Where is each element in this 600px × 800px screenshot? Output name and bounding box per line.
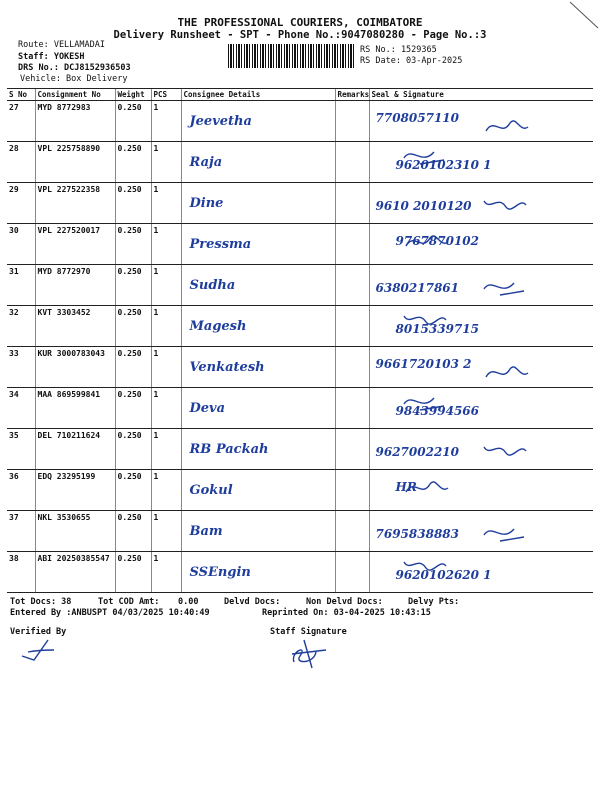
row-seal-signature-cell (369, 101, 593, 142)
rs-date: RS Date: 03-Apr-2025 (360, 56, 463, 66)
handwritten-seal-number: 9767870102 (395, 234, 479, 248)
table-row (7, 265, 593, 306)
table-row (7, 142, 593, 183)
handwritten-seal-number: 8015339715 (395, 322, 479, 336)
row-pcs: 1 (151, 101, 181, 142)
handwritten-seal-number: 9610 2010120 (375, 199, 472, 213)
signature-scribble (400, 142, 454, 172)
row-sno: 32 (7, 306, 35, 347)
row-pcs: 1 (151, 429, 181, 470)
row-weight: 0.250 (115, 470, 151, 511)
row-sno: 29 (7, 183, 35, 224)
row-pcs: 1 (151, 511, 181, 552)
signature-scribble (400, 224, 454, 254)
row-sno: 38 (7, 552, 35, 593)
reprinted-on: Reprinted On: 03-04-2025 10:43:15 (262, 608, 431, 618)
handwritten-seal-number: HR (395, 480, 417, 494)
col-weight: Weight (115, 89, 151, 101)
handwritten-consignee: Jeevetha (189, 114, 252, 129)
col-remarks: Remarks (335, 89, 369, 101)
col-consignment: Consignment No (35, 89, 115, 101)
corner-mark (560, 0, 600, 30)
row-consignment: MYD 8772983 (35, 101, 115, 142)
verified-signature (18, 636, 78, 666)
row-consignment: KUR 3000783043 (35, 347, 115, 388)
company-title: THE PROFESSIONAL COURIERS, COIMBATORE (177, 16, 423, 29)
signature-scribble (400, 552, 454, 582)
table-row (7, 470, 593, 511)
row-consignee-cell (181, 470, 335, 511)
row-weight: 0.250 (115, 511, 151, 552)
signature-scribble (480, 519, 534, 549)
signature-scribble (480, 437, 534, 467)
row-weight: 0.250 (115, 306, 151, 347)
row-consignee-cell (181, 306, 335, 347)
row-seal-signature-cell (369, 183, 593, 224)
handwritten-consignee: Deva (189, 401, 226, 416)
signature-scribble (400, 388, 454, 418)
row-consignee-cell (181, 388, 335, 429)
handwritten-consignee: Magesh (189, 319, 247, 334)
row-seal-signature-cell (369, 142, 593, 183)
row-pcs: 1 (151, 470, 181, 511)
handwritten-seal-number: 6380217861 (375, 281, 459, 295)
row-consignment: VPL 227522358 (35, 183, 115, 224)
row-remarks (335, 552, 369, 593)
row-remarks (335, 224, 369, 265)
row-sno: 35 (7, 429, 35, 470)
row-consignee-cell (181, 552, 335, 593)
table-row (7, 183, 593, 224)
row-pcs: 1 (151, 224, 181, 265)
row-remarks (335, 470, 369, 511)
handwritten-consignee: Pressma (189, 237, 252, 252)
row-seal-signature-cell (369, 552, 593, 593)
handwritten-seal-number: 9843994566 (395, 404, 479, 418)
entered-by: Entered By :ANBUSPT 04/03/2025 10:40:49 (10, 608, 210, 618)
col-sno: S No (7, 89, 35, 101)
row-remarks (335, 306, 369, 347)
row-weight: 0.250 (115, 265, 151, 306)
row-weight: 0.250 (115, 142, 151, 183)
handwritten-consignee: SSEngin (189, 565, 251, 580)
row-consignment: NKL 3530655 (35, 511, 115, 552)
row-remarks (335, 347, 369, 388)
handwritten-seal-number: 7708057110 (375, 111, 459, 125)
row-consignment: MYD 8772970 (35, 265, 115, 306)
row-seal-signature-cell (369, 224, 593, 265)
row-sno: 33 (7, 347, 35, 388)
vehicle-label: Vehicle: Box Delivery (20, 74, 128, 84)
row-sno: 36 (7, 470, 35, 511)
table-row (7, 388, 593, 429)
row-weight: 0.250 (115, 224, 151, 265)
handwritten-seal-number: 9661720103 2 (375, 357, 472, 371)
row-remarks (335, 388, 369, 429)
table-row (7, 511, 593, 552)
route-label: Route: VELLAMADAI (18, 40, 105, 50)
col-consignee: Consignee Details (181, 89, 335, 101)
signature-scribble (480, 273, 534, 303)
row-consignment: KVT 3303452 (35, 306, 115, 347)
table-row (7, 429, 593, 470)
row-pcs: 1 (151, 347, 181, 388)
handwritten-consignee: Venkatesh (189, 360, 265, 375)
row-seal-signature-cell (369, 470, 593, 511)
staff-signature-label: Staff Signature (270, 627, 347, 637)
row-consignment: VPL 227520017 (35, 224, 115, 265)
row-seal-signature-cell (369, 306, 593, 347)
row-pcs: 1 (151, 388, 181, 429)
row-seal-signature-cell (369, 511, 593, 552)
handwritten-seal-number: 9620102310 1 (395, 158, 492, 172)
row-remarks (335, 183, 369, 224)
row-sno: 37 (7, 511, 35, 552)
row-consignment: MAA 869599841 (35, 388, 115, 429)
runsheet-subtitle: Delivery Runsheet - SPT - Phone No.:9047080280 - Page No.:3 (113, 29, 487, 41)
handwritten-consignee: Sudha (189, 278, 236, 293)
handwritten-consignee: Bam (189, 524, 223, 539)
handwritten-consignee: RB Packah (189, 442, 269, 457)
handwritten-consignee: Gokul (189, 483, 233, 498)
tot-cod-value: 0.00 (178, 597, 199, 607)
row-pcs: 1 (151, 552, 181, 593)
signature-scribble (400, 306, 454, 336)
table-row (7, 347, 593, 388)
row-weight: 0.250 (115, 347, 151, 388)
table-row (7, 306, 593, 347)
row-pcs: 1 (151, 265, 181, 306)
row-consignee-cell (181, 511, 335, 552)
delvd-docs: Delvd Docs: (224, 597, 281, 607)
delvy-pts: Delvy Pts: (408, 597, 460, 607)
row-consignee-cell (181, 183, 335, 224)
row-pcs: 1 (151, 306, 181, 347)
row-consignee-cell (181, 224, 335, 265)
row-consignee-cell (181, 142, 335, 183)
handwritten-consignee: Dine (189, 196, 224, 211)
tot-docs: Tot Docs: 38 (10, 597, 72, 607)
row-remarks (335, 265, 369, 306)
row-sno: 34 (7, 388, 35, 429)
signature-scribble (480, 191, 534, 221)
row-sno: 27 (7, 101, 35, 142)
rs-number: RS No.: 1529365 (360, 45, 437, 55)
table-row (7, 552, 593, 593)
row-consignment: VPL 225758890 (35, 142, 115, 183)
runsheet-table (7, 88, 593, 593)
handwritten-seal-number: 9627002210 (375, 445, 459, 459)
row-remarks (335, 101, 369, 142)
row-weight: 0.250 (115, 183, 151, 224)
row-consignee-cell (181, 347, 335, 388)
barcode (228, 44, 354, 68)
row-consignment: DEL 710211624 (35, 429, 115, 470)
row-consignee-cell (181, 101, 335, 142)
row-seal-signature-cell (369, 265, 593, 306)
staff-label: Staff: YOKESH (18, 52, 85, 62)
row-consignee-cell (181, 429, 335, 470)
row-pcs: 1 (151, 142, 181, 183)
table-row (7, 224, 593, 265)
staff-signature (286, 634, 336, 670)
row-consignee-cell (181, 265, 335, 306)
handwritten-seal-number: 7695838883 (375, 527, 459, 541)
table-row (7, 101, 593, 142)
row-seal-signature-cell (369, 347, 593, 388)
row-remarks (335, 511, 369, 552)
signature-scribble (480, 355, 534, 385)
col-seal-signature: Seal & Signature (369, 89, 593, 101)
handwritten-consignee: Raja (189, 155, 223, 170)
row-consignment: EDQ 23295199 (35, 470, 115, 511)
row-sno: 30 (7, 224, 35, 265)
signature-scribble (480, 109, 534, 139)
row-weight: 0.250 (115, 429, 151, 470)
drs-number: DRS No.: DCJ8152936503 (18, 63, 131, 73)
handwritten-seal-number: 9620102620 1 (395, 568, 492, 582)
row-pcs: 1 (151, 183, 181, 224)
row-consignment: ABI 20250385547 (35, 552, 115, 593)
table-header-row (7, 89, 593, 101)
tot-cod-label: Tot COD Amt: (98, 597, 160, 607)
row-weight: 0.250 (115, 101, 151, 142)
verified-by-label: Verified By (10, 627, 67, 637)
row-remarks (335, 429, 369, 470)
row-seal-signature-cell (369, 429, 593, 470)
signature-scribble (400, 470, 454, 500)
row-seal-signature-cell (369, 388, 593, 429)
row-remarks (335, 142, 369, 183)
row-sno: 31 (7, 265, 35, 306)
row-weight: 0.250 (115, 552, 151, 593)
col-pcs: PCS (151, 89, 181, 101)
row-sno: 28 (7, 142, 35, 183)
non-delvd-docs: Non Delvd Docs: (306, 597, 383, 607)
row-weight: 0.250 (115, 388, 151, 429)
